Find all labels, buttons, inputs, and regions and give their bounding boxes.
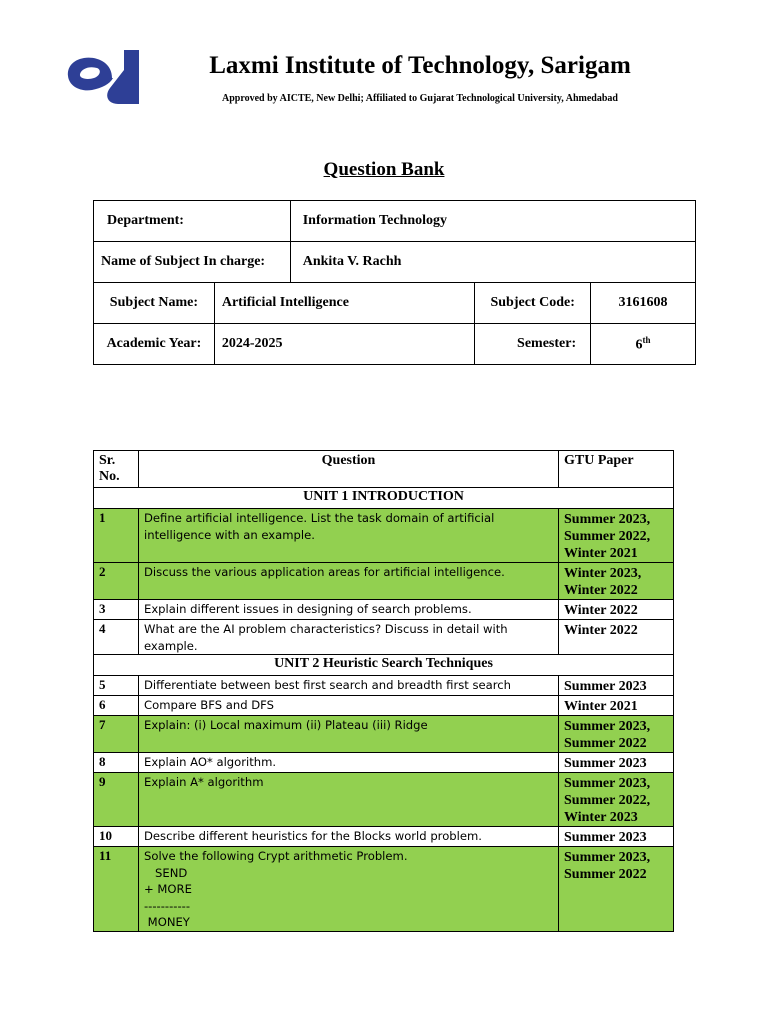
question-number: 3 bbox=[94, 600, 139, 620]
institute-affiliation: Approved by AICTE, New Delhi; Affiliated to Gujarat Technological University, Ahmedabad bbox=[222, 93, 618, 104]
gtu-paper-line: Summer 2022, bbox=[564, 529, 651, 544]
gtu-paper-line: Summer 2022, bbox=[564, 793, 651, 808]
gtu-paper-line: Winter 2022 bbox=[564, 603, 638, 618]
table-row bbox=[94, 509, 674, 563]
question-line: SEND bbox=[144, 865, 188, 880]
question-line: ----------- bbox=[144, 898, 191, 913]
question-line: What are the AI problem characteristics? Discuss in detail with bbox=[144, 622, 508, 636]
gtu-paper-line: Winter 2022 bbox=[564, 623, 638, 638]
question-number: 9 bbox=[94, 773, 139, 827]
gtu-paper bbox=[559, 753, 674, 773]
table-row bbox=[94, 827, 674, 847]
gtu-paper-header: GTU Paper bbox=[559, 451, 674, 488]
gtu-paper-line: Winter 2023, bbox=[564, 566, 642, 581]
info-row-department bbox=[94, 201, 696, 242]
gtu-paper bbox=[559, 509, 674, 563]
info-row-year bbox=[94, 324, 696, 365]
gtu-paper-line: Summer 2023 bbox=[564, 830, 647, 845]
question-line: MONEY bbox=[144, 915, 190, 929]
department-value: Information Technology bbox=[290, 201, 695, 242]
question-table-header bbox=[94, 451, 674, 488]
question-line: intelligence with an example. bbox=[144, 527, 315, 542]
gtu-paper-line: Winter 2022 bbox=[564, 583, 638, 598]
table-row bbox=[94, 773, 674, 827]
gtu-paper-line: Summer 2023, bbox=[564, 776, 651, 791]
question-number: 7 bbox=[94, 716, 139, 753]
table-row bbox=[94, 716, 674, 753]
gtu-paper bbox=[559, 773, 674, 827]
gtu-paper-line: Summer 2023, bbox=[564, 719, 651, 734]
sr-header-line: Sr. bbox=[99, 453, 116, 468]
institute-name: Laxmi Institute of Technology, Sarigam bbox=[209, 52, 631, 79]
gtu-paper-line: Winter 2023 bbox=[564, 810, 638, 825]
question-table-body bbox=[94, 488, 674, 932]
question-line: Describe different heuristics for the Blocks world problem. bbox=[144, 829, 482, 843]
academic-year-label: Academic Year: bbox=[94, 324, 215, 365]
question-line: Define artificial intelligence. List the task domain of artificial bbox=[144, 511, 495, 525]
semester-value bbox=[591, 324, 696, 365]
incharge-label: Name of Subject In charge: bbox=[94, 242, 291, 283]
gtu-paper-line: Winter 2021 bbox=[564, 699, 638, 714]
question-text bbox=[139, 773, 559, 827]
question-number: 10 bbox=[94, 827, 139, 847]
question-number: 2 bbox=[94, 563, 139, 600]
question-text bbox=[139, 696, 559, 716]
table-row bbox=[94, 847, 674, 932]
gtu-paper bbox=[559, 716, 674, 753]
question-text bbox=[139, 620, 559, 655]
info-row-subject bbox=[94, 283, 696, 324]
semester-suffix: th bbox=[642, 334, 651, 345]
gtu-paper-line: Summer 2023, bbox=[564, 512, 651, 527]
institute-logo-icon bbox=[66, 48, 144, 106]
subject-code-value: 3161608 bbox=[591, 283, 696, 324]
incharge-value: Ankita V. Rachh bbox=[290, 242, 695, 283]
gtu-paper-line: Summer 2022 bbox=[564, 736, 647, 751]
question-line: Explain: (i) Local maximum (ii) Plateau (iii) Ridge bbox=[144, 718, 428, 732]
question-number: 11 bbox=[94, 847, 139, 932]
question-text bbox=[139, 600, 559, 620]
question-number: 1 bbox=[94, 509, 139, 563]
table-row bbox=[94, 600, 674, 620]
table-row bbox=[94, 563, 674, 600]
question-line: Explain A* algorithm bbox=[144, 775, 264, 789]
gtu-paper bbox=[559, 696, 674, 716]
question-table bbox=[93, 450, 674, 932]
no-header-line: No. bbox=[99, 469, 120, 484]
question-line: example. bbox=[144, 638, 198, 653]
unit-heading-row bbox=[94, 655, 674, 676]
question-header: Question bbox=[139, 451, 559, 488]
table-row bbox=[94, 676, 674, 696]
sr-no-header bbox=[94, 451, 139, 488]
gtu-paper-line: Summer 2023 bbox=[564, 756, 647, 771]
question-number: 5 bbox=[94, 676, 139, 696]
question-line: Discuss the various application areas for artificial intelligence. bbox=[144, 565, 505, 579]
question-line: Explain AO* algorithm. bbox=[144, 755, 277, 769]
unit-heading: UNIT 2 Heuristic Search Techniques bbox=[94, 655, 674, 676]
gtu-paper bbox=[559, 827, 674, 847]
gtu-paper-line: Summer 2023 bbox=[564, 679, 647, 694]
question-text bbox=[139, 509, 559, 563]
table-row bbox=[94, 696, 674, 716]
question-number: 8 bbox=[94, 753, 139, 773]
info-row-incharge bbox=[94, 242, 696, 283]
gtu-paper-line: Summer 2023, bbox=[564, 850, 651, 865]
gtu-paper bbox=[559, 847, 674, 932]
question-line: Explain different issues in designing of search problems. bbox=[144, 602, 472, 616]
academic-year-value: 2024-2025 bbox=[214, 324, 474, 365]
gtu-paper bbox=[559, 600, 674, 620]
table-row bbox=[94, 753, 674, 773]
subject-info-table bbox=[93, 200, 696, 365]
question-number: 4 bbox=[94, 620, 139, 655]
question-text bbox=[139, 827, 559, 847]
question-text bbox=[139, 716, 559, 753]
gtu-paper bbox=[559, 676, 674, 696]
question-line: + MORE bbox=[144, 882, 192, 896]
subject-name-value: Artificial Intelligence bbox=[214, 283, 474, 324]
subject-name-label: Subject Name: bbox=[94, 283, 215, 324]
subject-code-label: Subject Code: bbox=[475, 283, 591, 324]
semester-number: 6 bbox=[635, 337, 643, 353]
question-line: Differentiate between best first search and breadth first search bbox=[144, 678, 512, 692]
question-number: 6 bbox=[94, 696, 139, 716]
unit-heading: UNIT 1 INTRODUCTION bbox=[94, 488, 674, 509]
gtu-paper bbox=[559, 620, 674, 655]
department-label: Department: bbox=[94, 201, 291, 242]
semester-label: Semester: bbox=[475, 324, 591, 365]
page-title: Question Bank bbox=[323, 159, 445, 180]
question-text bbox=[139, 563, 559, 600]
question-line: Solve the following Crypt arithmetic Problem. bbox=[144, 849, 408, 863]
unit-heading-row bbox=[94, 488, 674, 509]
question-text bbox=[139, 753, 559, 773]
question-text bbox=[139, 676, 559, 696]
table-row bbox=[94, 620, 674, 655]
gtu-paper-line: Winter 2021 bbox=[564, 546, 638, 561]
question-line: Compare BFS and DFS bbox=[144, 698, 274, 712]
gtu-paper-line: Summer 2022 bbox=[564, 867, 647, 882]
gtu-paper bbox=[559, 563, 674, 600]
question-text bbox=[139, 847, 559, 932]
